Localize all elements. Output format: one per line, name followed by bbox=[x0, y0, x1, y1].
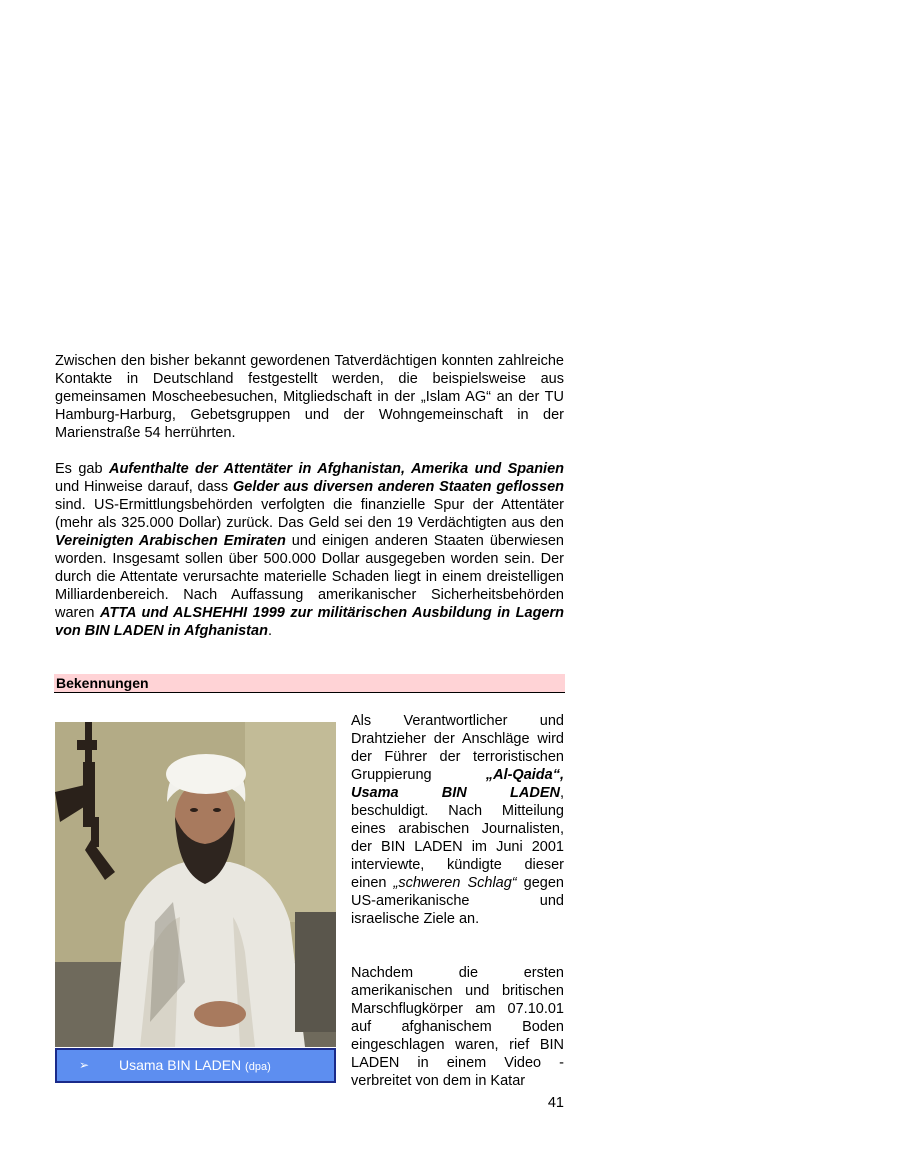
paragraph-stays-finances bbox=[55, 460, 564, 640]
text-run: gegen US-amerikanische und israelische Ziele an. bbox=[351, 875, 564, 927]
paragraph-video bbox=[351, 964, 564, 1090]
portrait-photo bbox=[55, 722, 336, 1047]
text-run: . bbox=[267, 623, 272, 639]
emphasis-training: ATTA und ALSHEHHI 1999 zur militärischen Ausbildung in Lagern von BIN LADEN in Afghanistan bbox=[55, 605, 564, 639]
page-number: 41 bbox=[547, 1095, 564, 1111]
paragraph-video-text: Nachdem die ersten amerikanischen und britischen Marschflugkörper am 07.10.01 auf afghanischem Boden eingeschlagen waren, rief BIN LADEN in einem Video - verbreitet von dem in Katar bbox=[351, 965, 564, 1089]
text-run: sind. US-Ermittlungsbehörden verfolgten die finanzielle Spur der Attentäter (mehr als 325.000 Dollar) zurück. Das Geld sei den 19 Verdächtigten aus den bbox=[55, 497, 564, 531]
caption-name: Usama BIN LADEN bbox=[119, 1057, 242, 1073]
paragraph-accused bbox=[351, 712, 564, 928]
text-run: und Hinweise darauf, dass bbox=[55, 479, 233, 495]
text-run: Als Verantwortlicher und Drahtzieher der Anschläge wird der Führer der terroristischen Gruppierung bbox=[351, 713, 564, 783]
text-run: , beschuldigt. Nach Mitteilung eines arabischen Journalisten, der BIN LADEN im Juni 2001 interviewte, kündigte dieser einen bbox=[351, 785, 564, 891]
caption-source: (dpa) bbox=[245, 1061, 271, 1073]
portrait-illustration bbox=[55, 722, 336, 1047]
paragraph-contacts-text: Zwischen den bisher bekannt gewordenen Tatverdächtigen konnten zahlreiche Kontakte in Deutschland festgestellt werden, die beispielsweise aus gemeinsamen Moscheebesuchen, Mitgliedschaft in der „Islam AG“ an der TU Hamburg-Harburg, Gebetsgruppen und der Wohngemeinschaft in der Marienstraße 54 herrührten. bbox=[55, 353, 564, 441]
emphasis-uae: Vereinigten Arabischen Emiraten bbox=[55, 533, 286, 549]
photo-caption bbox=[55, 1048, 336, 1083]
arrow-bullet-icon: ➢ bbox=[79, 1058, 90, 1072]
emphasis-quote: „schweren Schlag“ bbox=[393, 875, 517, 891]
emphasis-alqaida: „Al-Qaida“, Usama BIN LADEN bbox=[351, 767, 564, 801]
paragraph-contacts bbox=[55, 352, 564, 442]
text-run: Es gab bbox=[55, 461, 109, 477]
emphasis-stays: Aufenthalte der Attentäter in Afghanistan, Amerika und Spanien bbox=[108, 461, 564, 477]
text-run: und einigen anderen Staaten überwiesen worden. Insgesamt sollen über 500.000 Dollar ausgegeben worden sein. Der durch die Attentate verursachte materielle Schaden liegt in einem dreistelligen Milliardenbereich. Nach Auffassung amerikanischer Sicherheitsbehörden waren bbox=[55, 533, 564, 621]
section-heading: Bekennungen bbox=[54, 674, 565, 693]
emphasis-money: Gelder aus diversen anderen Staaten geflossen bbox=[232, 479, 564, 495]
